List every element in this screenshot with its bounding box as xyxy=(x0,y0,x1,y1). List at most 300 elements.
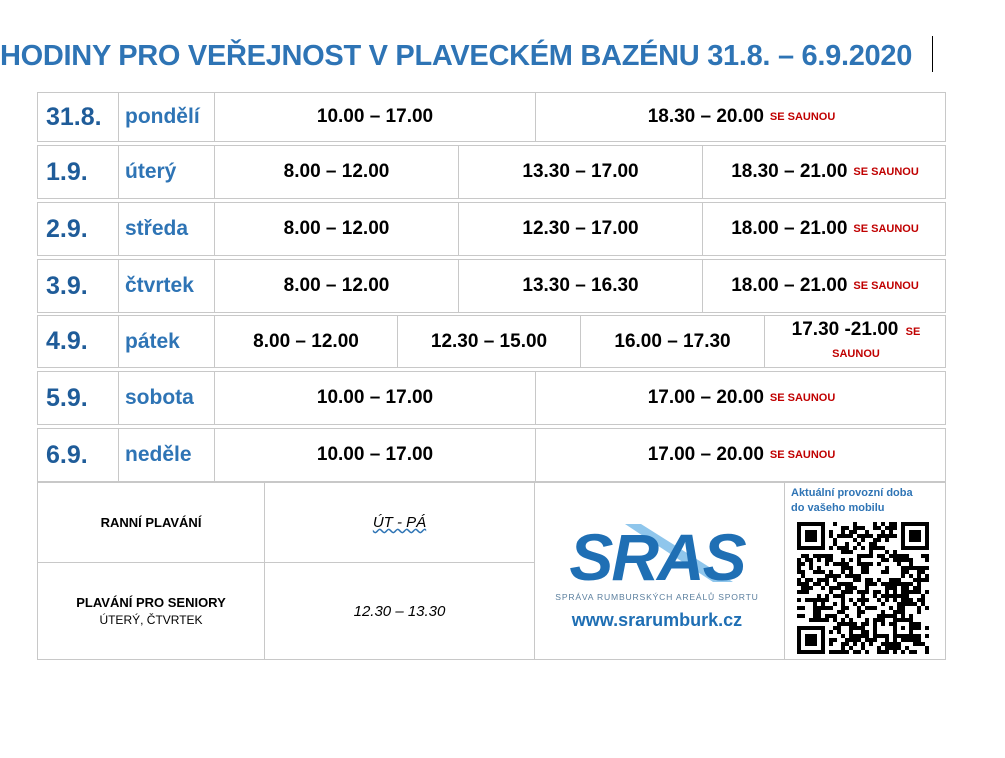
qr-module xyxy=(837,546,841,550)
qr-module xyxy=(893,554,897,558)
time-text: 18.00 – 21.00 xyxy=(731,275,848,296)
qr-module xyxy=(901,602,905,606)
qr-module xyxy=(873,630,877,634)
qr-module xyxy=(885,598,889,602)
qr-module xyxy=(925,574,929,578)
qr-module xyxy=(833,618,837,622)
time-text: 8.00 – 12.00 xyxy=(283,275,390,296)
qr-module xyxy=(829,534,833,538)
qr-module xyxy=(853,650,857,654)
qr-module xyxy=(901,626,905,630)
qr-module xyxy=(821,586,825,590)
qr-module xyxy=(925,578,929,582)
qr-module xyxy=(857,542,861,546)
qr-module xyxy=(857,578,861,582)
qr-module xyxy=(833,614,837,618)
qr-module xyxy=(821,606,825,610)
qr-module xyxy=(845,590,849,594)
time-slot xyxy=(214,372,535,424)
time-text: 18.30 – 20.00 xyxy=(647,106,764,127)
qr-module xyxy=(837,574,841,578)
qr-module xyxy=(833,650,837,654)
qr-module xyxy=(813,618,817,622)
qr-module xyxy=(925,566,929,570)
qr-module xyxy=(877,650,881,654)
qr-module xyxy=(825,606,829,610)
qr-module xyxy=(845,622,849,626)
qr-module xyxy=(909,590,913,594)
date-cell: 4.9. xyxy=(46,327,88,355)
qr-module xyxy=(849,598,853,602)
qr-module xyxy=(917,622,921,626)
qr-module xyxy=(901,610,905,614)
day-cell: pondělí xyxy=(118,93,214,141)
time-slot xyxy=(214,93,535,141)
qr-module xyxy=(873,590,877,594)
qr-module xyxy=(861,546,865,550)
qr-module xyxy=(801,586,805,590)
morning-days-cell xyxy=(265,483,535,563)
qr-module xyxy=(829,570,833,574)
qr-module xyxy=(905,602,909,606)
row-5-9 xyxy=(37,371,946,425)
qr-module xyxy=(909,582,913,586)
time-text: 12.30 – 15.00 xyxy=(430,330,548,352)
date-cell: 3.9. xyxy=(46,271,88,300)
qr-module xyxy=(817,558,821,562)
qr-module xyxy=(917,570,921,574)
qr-module xyxy=(841,558,845,562)
qr-module xyxy=(821,570,825,574)
qr-module xyxy=(917,566,921,570)
qr-module xyxy=(849,550,853,554)
qr-module xyxy=(885,550,889,554)
qr-module xyxy=(885,566,889,570)
qr-module xyxy=(873,546,877,550)
qr-module xyxy=(905,594,909,598)
qr-module xyxy=(857,562,861,566)
qr-module xyxy=(805,554,809,558)
time-slot xyxy=(580,316,764,367)
time-slot-sauna xyxy=(535,429,947,481)
qr-module xyxy=(817,566,821,570)
qr-module xyxy=(841,546,845,550)
qr-module xyxy=(865,534,869,538)
qr-module xyxy=(865,582,869,586)
qr-module xyxy=(873,538,877,542)
qr-module xyxy=(893,610,897,614)
qr-module xyxy=(889,586,893,590)
qr-module xyxy=(905,554,909,558)
qr-module xyxy=(885,590,889,594)
qr-module xyxy=(849,634,853,638)
qr-module xyxy=(801,574,805,578)
time-text: 13.30 – 17.00 xyxy=(522,161,639,182)
qr-module xyxy=(853,574,857,578)
qr-module xyxy=(905,638,909,642)
qr-module xyxy=(841,642,845,646)
qr-module xyxy=(845,574,849,578)
qr-module xyxy=(889,578,893,582)
qr-module xyxy=(797,558,801,562)
qr-module xyxy=(849,558,853,562)
qr-module xyxy=(797,566,801,570)
qr-module xyxy=(869,542,873,546)
qr-module xyxy=(797,570,801,574)
qr-module xyxy=(889,606,893,610)
qr-module xyxy=(869,606,873,610)
qr-module xyxy=(853,638,857,642)
qr-module xyxy=(841,598,845,602)
sauna-label: SE SAUNOU xyxy=(853,166,919,178)
qr-module xyxy=(897,578,901,582)
time-slot xyxy=(458,146,702,198)
qr-module xyxy=(805,634,817,646)
time-text: 17.00 – 20.00 xyxy=(647,444,764,465)
qr-module xyxy=(901,574,905,578)
qr-module xyxy=(849,586,853,590)
qr-module xyxy=(817,610,821,614)
qr-module xyxy=(869,642,873,646)
qr-module xyxy=(925,634,929,638)
qr-module xyxy=(821,602,825,606)
qr-caption-line1: Aktuální provozní doba xyxy=(791,487,913,499)
qr-module xyxy=(897,606,901,610)
qr-module xyxy=(829,574,833,578)
qr-module xyxy=(881,534,885,538)
qr-module xyxy=(905,590,909,594)
time-slot xyxy=(458,260,702,312)
day-cell: středa xyxy=(118,203,214,255)
qr-module xyxy=(861,634,865,638)
qr-module xyxy=(893,598,897,602)
qr-module xyxy=(865,562,869,566)
day-cell: úterý xyxy=(118,146,214,198)
time-slot-sauna xyxy=(702,146,947,198)
qr-module xyxy=(845,586,849,590)
qr-module xyxy=(885,538,889,542)
qr-module xyxy=(829,590,833,594)
qr-module xyxy=(833,562,837,566)
qr-module xyxy=(805,586,809,590)
qr-module xyxy=(869,582,873,586)
qr-module xyxy=(857,558,861,562)
qr-module xyxy=(873,526,877,530)
day-cell: čtvrtek xyxy=(118,260,214,312)
qr-code[interactable] xyxy=(797,522,929,654)
time-value: 17.30 -21.00 xyxy=(791,318,899,340)
qr-module xyxy=(825,574,829,578)
qr-module xyxy=(841,594,845,598)
qr-module xyxy=(885,582,889,586)
sauna-label-part: SE xyxy=(905,325,921,338)
qr-module xyxy=(925,646,929,650)
qr-module xyxy=(849,566,853,570)
sras-logo xyxy=(545,520,770,630)
time-text: 8.00 – 12.00 xyxy=(253,330,359,352)
qr-module xyxy=(825,614,829,618)
qr-module xyxy=(821,578,825,582)
qr-module xyxy=(909,650,913,654)
page-title: HODINY PRO VEŘEJNOST V PLAVECKÉM BAZÉNU 31.8. – 6.9.2020 xyxy=(0,40,913,72)
qr-module xyxy=(869,534,873,538)
qr-module xyxy=(845,642,849,646)
qr-module xyxy=(877,538,881,542)
row-1-9 xyxy=(37,145,946,199)
date-cell: 6.9. xyxy=(46,440,88,469)
qr-module xyxy=(837,562,841,566)
qr-module xyxy=(813,606,817,610)
qr-module xyxy=(813,554,817,558)
qr-module xyxy=(837,650,841,654)
qr-module xyxy=(865,630,869,634)
qr-module xyxy=(873,582,877,586)
qr-module xyxy=(853,530,857,534)
qr-module xyxy=(901,570,905,574)
qr-module xyxy=(861,534,865,538)
qr-module xyxy=(897,646,901,650)
qr-module xyxy=(917,606,921,610)
qr-module xyxy=(869,578,873,582)
qr-module xyxy=(853,578,857,582)
qr-module xyxy=(901,606,905,610)
qr-module xyxy=(857,574,861,578)
qr-module xyxy=(869,546,873,550)
qr-module xyxy=(829,554,833,558)
qr-module xyxy=(873,542,877,546)
qr-module xyxy=(853,602,857,606)
qr-module xyxy=(889,534,893,538)
qr-module xyxy=(841,534,845,538)
qr-module xyxy=(881,618,885,622)
qr-module xyxy=(841,622,845,626)
qr-module xyxy=(797,590,801,594)
seniors-label-cell xyxy=(38,563,265,659)
qr-module xyxy=(853,586,857,590)
qr-module xyxy=(893,646,897,650)
qr-module xyxy=(829,630,833,634)
qr-module xyxy=(825,562,829,566)
qr-module xyxy=(797,606,801,610)
qr-module xyxy=(905,570,909,574)
qr-module xyxy=(861,610,865,614)
qr-module xyxy=(861,594,865,598)
qr-module xyxy=(873,634,877,638)
qr-module xyxy=(833,522,837,526)
qr-module xyxy=(893,522,897,526)
qr-module xyxy=(889,622,893,626)
time-slot xyxy=(214,203,458,255)
qr-module xyxy=(885,646,889,650)
qr-module xyxy=(845,546,849,550)
qr-module xyxy=(885,558,889,562)
qr-module xyxy=(913,566,917,570)
qr-module xyxy=(813,570,817,574)
qr-module xyxy=(833,538,837,542)
qr-module xyxy=(877,646,881,650)
qr-module xyxy=(873,522,877,526)
sauna-label: SE SAUNOU xyxy=(853,223,919,235)
time-slot xyxy=(458,203,702,255)
qr-module xyxy=(865,650,869,654)
qr-module xyxy=(825,618,829,622)
qr-module xyxy=(909,530,921,542)
sauna-label: SE SAUNOU xyxy=(769,449,836,461)
qr-module xyxy=(829,642,833,646)
qr-module xyxy=(849,630,853,634)
qr-module xyxy=(841,562,845,566)
qr-module xyxy=(841,530,845,534)
qr-module xyxy=(821,598,825,602)
qr-module xyxy=(805,578,809,582)
qr-module xyxy=(833,638,837,642)
qr-module xyxy=(881,650,885,654)
qr-module xyxy=(885,638,889,642)
qr-module xyxy=(821,554,825,558)
qr-module xyxy=(925,558,929,562)
qr-module xyxy=(889,526,893,530)
seniors-label: PLAVÁNÍ PRO SENIORY xyxy=(76,595,226,610)
qr-module xyxy=(921,570,925,574)
qr-module xyxy=(809,558,813,562)
qr-module xyxy=(861,554,865,558)
qr-module xyxy=(901,598,905,602)
qr-module xyxy=(881,582,885,586)
qr-module xyxy=(873,626,877,630)
qr-module xyxy=(801,582,805,586)
qr-module xyxy=(797,598,801,602)
qr-module xyxy=(909,638,913,642)
qr-module xyxy=(885,526,889,530)
qr-module xyxy=(873,638,877,642)
qr-module xyxy=(837,626,841,630)
qr-module xyxy=(841,646,845,650)
qr-module xyxy=(913,634,917,638)
qr-module xyxy=(893,650,897,654)
qr-module xyxy=(801,590,805,594)
qr-module xyxy=(809,598,813,602)
qr-module xyxy=(877,578,881,582)
qr-module xyxy=(861,646,865,650)
qr-module xyxy=(801,562,805,566)
time-text: 10.00 – 17.00 xyxy=(316,444,434,465)
time-slot-sauna xyxy=(764,316,947,367)
qr-module xyxy=(841,550,845,554)
qr-module xyxy=(897,558,901,562)
qr-module xyxy=(881,634,885,638)
qr-module xyxy=(913,626,917,630)
qr-module xyxy=(909,598,913,602)
qr-module xyxy=(817,594,821,598)
qr-module xyxy=(841,566,845,570)
qr-module xyxy=(893,594,897,598)
qr-module xyxy=(917,574,921,578)
qr-module xyxy=(917,638,921,642)
sauna-label: SE SAUNOU xyxy=(769,392,836,404)
qr-module xyxy=(885,534,889,538)
qr-module xyxy=(813,614,817,618)
qr-module xyxy=(817,570,821,574)
sauna-label: SE SAUNOU xyxy=(853,280,919,292)
qr-module xyxy=(905,566,909,570)
qr-module xyxy=(809,578,813,582)
row-3-9 xyxy=(37,259,946,313)
qr-module xyxy=(917,582,921,586)
qr-module xyxy=(861,622,865,626)
qr-module xyxy=(829,530,833,534)
text-cursor xyxy=(932,36,933,72)
qr-module xyxy=(825,582,829,586)
qr-module xyxy=(917,642,921,646)
time-text: 8.00 – 12.00 xyxy=(283,161,390,182)
qr-module xyxy=(861,626,865,630)
time-text: 18.30 – 21.00 xyxy=(731,161,848,182)
qr-module xyxy=(853,522,857,526)
qr-module xyxy=(813,598,817,602)
qr-module xyxy=(881,558,885,562)
qr-module xyxy=(873,618,877,622)
qr-module xyxy=(893,526,897,530)
qr-module xyxy=(853,642,857,646)
qr-module xyxy=(881,622,885,626)
qr-module xyxy=(857,626,861,630)
time-slot-sauna xyxy=(702,203,947,255)
qr-module xyxy=(857,610,861,614)
qr-module xyxy=(873,594,877,598)
date-cell: 2.9. xyxy=(46,214,88,243)
qr-module xyxy=(829,614,833,618)
qr-module xyxy=(845,526,849,530)
qr-module xyxy=(921,598,925,602)
qr-module xyxy=(861,642,865,646)
qr-module xyxy=(913,622,917,626)
qr-module xyxy=(901,558,905,562)
qr-module xyxy=(873,622,877,626)
row-6-9 xyxy=(37,428,946,482)
day-cell: pátek xyxy=(118,316,214,367)
qr-module xyxy=(877,554,881,558)
qr-caption-line2: do vašeho mobilu xyxy=(791,502,885,514)
qr-module xyxy=(861,602,865,606)
qr-module xyxy=(841,590,845,594)
qr-module xyxy=(841,650,845,654)
qr-module xyxy=(837,582,841,586)
qr-module xyxy=(849,534,853,538)
qr-module xyxy=(865,618,869,622)
qr-module xyxy=(865,634,869,638)
qr-module xyxy=(905,586,909,590)
qr-module xyxy=(817,614,821,618)
qr-module xyxy=(849,570,853,574)
qr-module xyxy=(805,590,809,594)
qr-module xyxy=(845,650,849,654)
logo-subtitle: SPRÁVA RUMBURSKÝCH AREÁLŮ SPORTU xyxy=(555,592,759,602)
qr-module xyxy=(869,554,873,558)
time-text: 16.00 – 17.30 xyxy=(614,330,731,352)
qr-module xyxy=(881,642,885,646)
qr-module xyxy=(881,530,885,534)
qr-module xyxy=(805,598,809,602)
time-slot xyxy=(214,429,535,481)
qr-module xyxy=(925,606,929,610)
qr-module xyxy=(861,562,865,566)
row-31-8 xyxy=(37,92,946,142)
qr-module xyxy=(877,618,881,622)
qr-module xyxy=(829,546,833,550)
time-text: 10.00 – 17.00 xyxy=(316,387,434,408)
qr-module xyxy=(817,618,821,622)
qr-module xyxy=(797,562,801,566)
